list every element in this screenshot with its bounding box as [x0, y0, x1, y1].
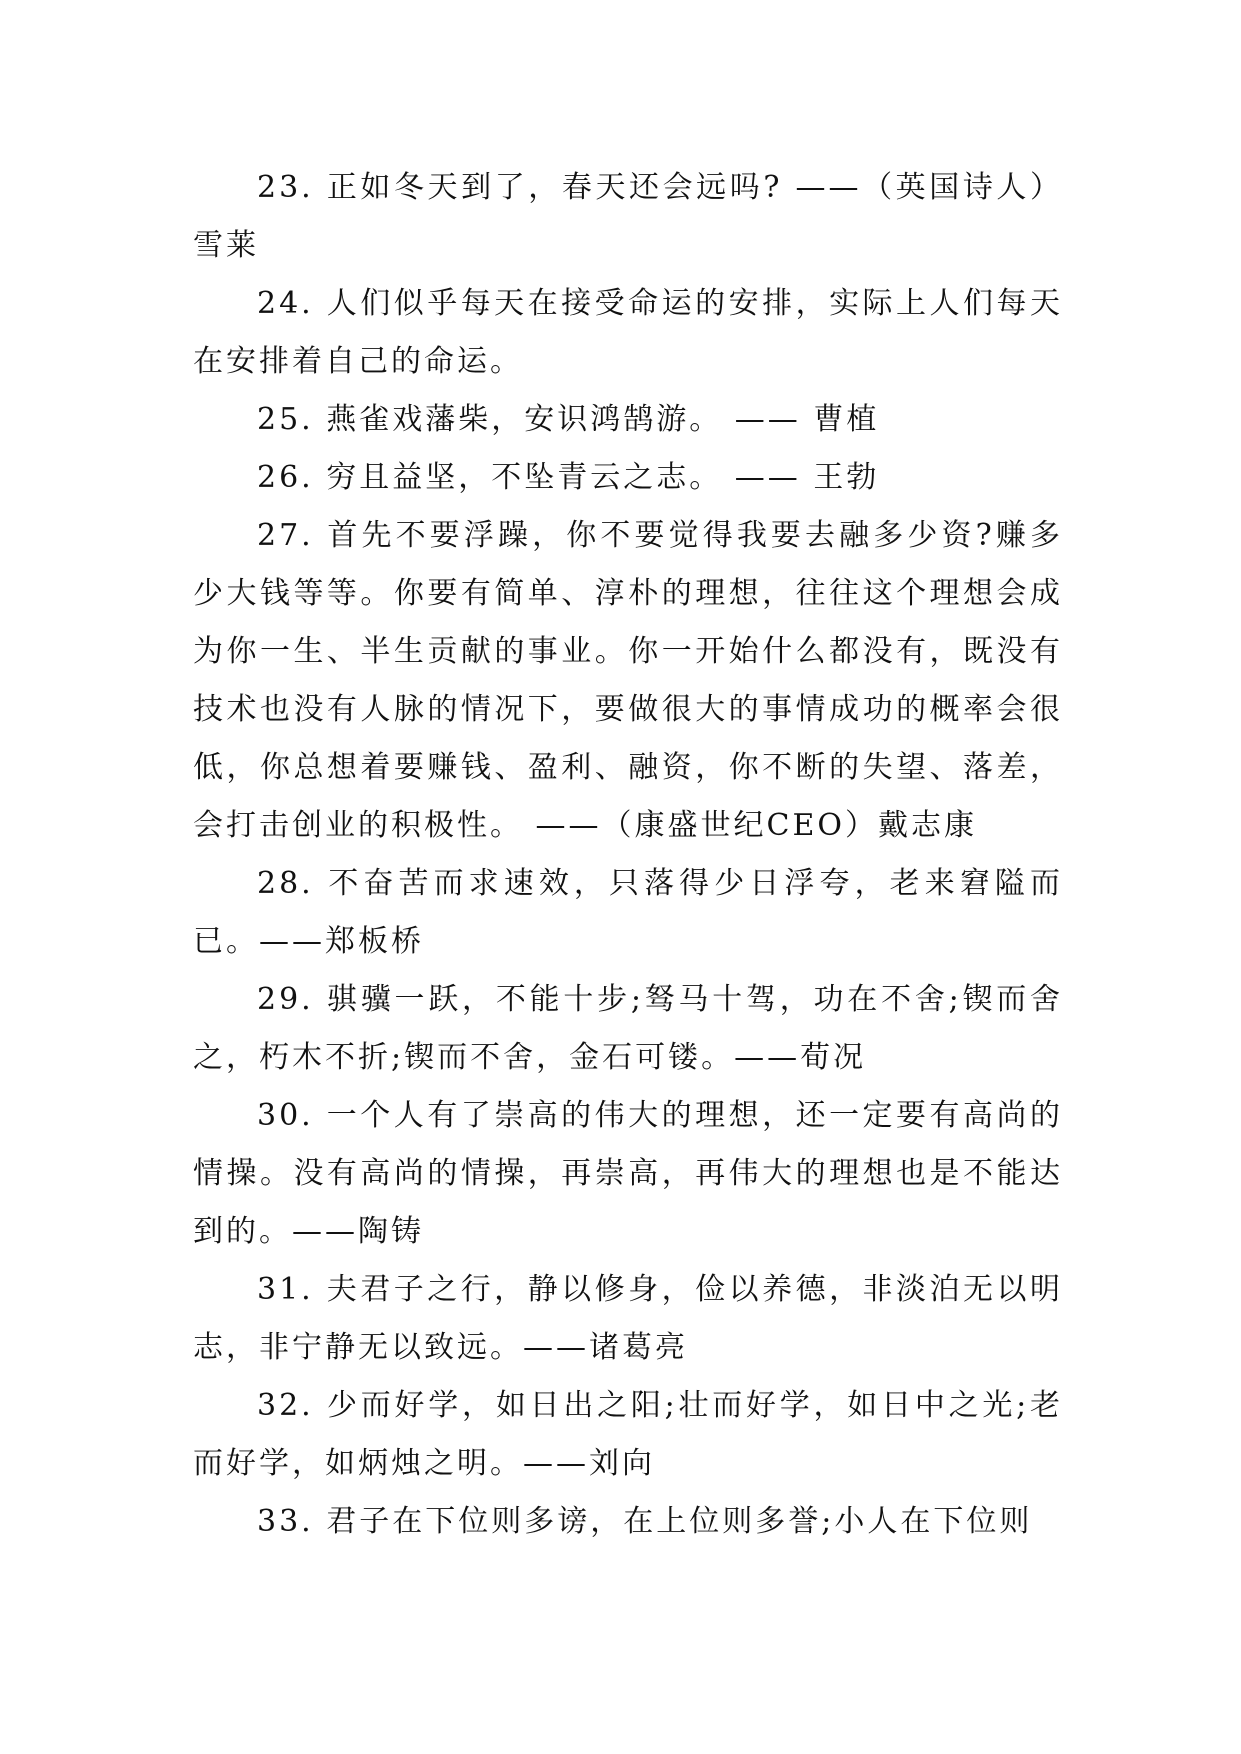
- quote-paragraph-28: 28. 不奋苦而求速效，只落得少日浮夸，老来窘隘而已。——郑板桥: [193, 866, 1063, 959]
- quote-paragraph-30: 30. 一个人有了崇高的伟大的理想，还一定要有高尚的情操。没有高尚的情操，再崇高，再伟大的理想也是不能达到的。——陶铸: [193, 1098, 1063, 1249]
- quote-paragraph-27: 27. 首先不要浮躁，你不要觉得我要去融多少资?赚多少大钱等等。你要有简单、淳朴的理想，往往这个理想会成为你一生、半生贡献的事业。你一开始什么都没有，既没有技术也没有人脉的情况下，要做很大的事情成功的概率会很低，你总想着要赚钱、盈利、融资，你不断的失望、落差，会打击创业的积极性。 ——（康盛世纪CEO）戴志康: [193, 518, 1063, 843]
- quote-paragraph-32: 32. 少而好学，如日出之阳;壮而好学，如日中之光;老而好学，如炳烛之明。——刘向: [193, 1388, 1063, 1481]
- quote-paragraph-29: 29. 骐骥一跃，不能十步;驽马十驾，功在不舍;锲而舍之，朽木不折;锲而不舍，金石可镂。——荀况: [193, 982, 1063, 1075]
- quote-paragraph-31: 31. 夫君子之行，静以修身，俭以养德，非淡泊无以明志，非宁静无以致远。——诸葛亮: [193, 1272, 1063, 1365]
- quote-paragraph-23: 23. 正如冬天到了，春天还会远吗? ——（英国诗人）雪莱: [193, 170, 1063, 263]
- quote-paragraph-25: 25. 燕雀戏藩柴，安识鸿鹄游。 —— 曹植: [257, 402, 880, 437]
- quote-paragraph-33: 33. 君子在下位则多谤，在上位则多誉;小人在下位则: [257, 1504, 1033, 1539]
- quote-paragraph-26: 26. 穷且益坚，不坠青云之志。 —— 王勃: [257, 460, 880, 495]
- document-body: [193, 159, 1063, 1551]
- quote-paragraph-24: 24. 人们似乎每天在接受命运的安排，实际上人们每天在安排着自己的命运。: [193, 286, 1063, 379]
